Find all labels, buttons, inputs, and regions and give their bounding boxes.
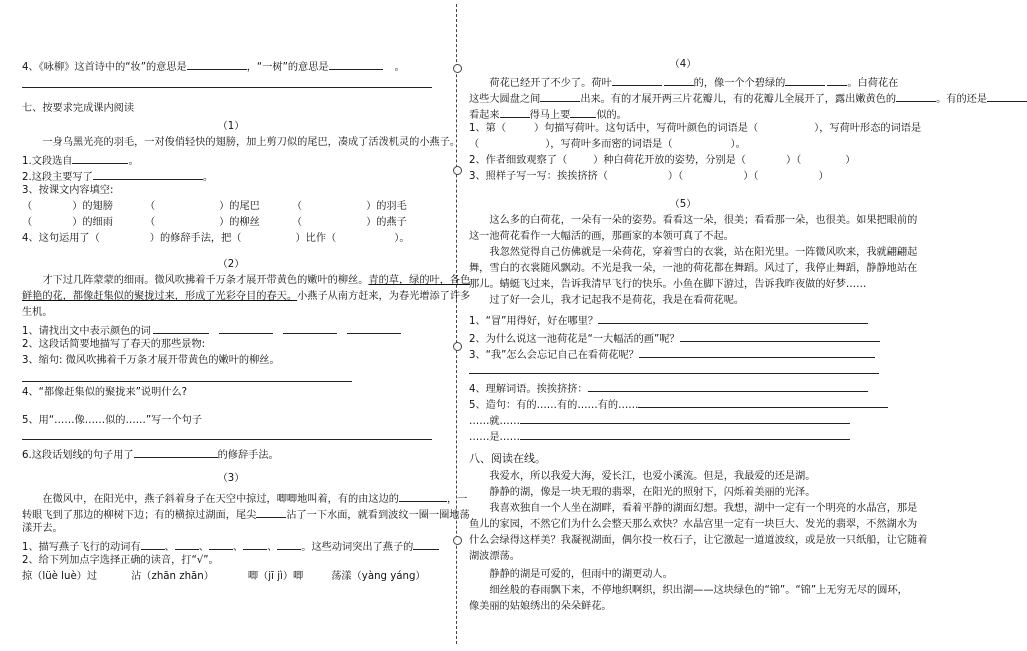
p1-fill-row-2: （ ）的细雨 （ ）的柳丝 （ ）的燕子 [22,217,407,228]
p4-question-1b: （ ），写荷叶多而密的词语是（ ）。 [469,139,746,150]
p3-question-1: 1、描写燕子飞行的动词有 、 、 、 、 。这些动词突出了燕子的 [22,538,440,555]
pinyin-option[interactable]: 沾（zhān zhān） [131,571,214,582]
pinyin-option[interactable]: 唧（jī jì）唧 [247,571,304,582]
passage-4-text: 这些大圆盘之间 出来。有的才展开两三片花瓣儿，有的花瓣儿全展开了，露出嫩黄色的 。有的还是 [469,90,897,107]
passage-5-text: 那儿。蜻蜓飞过来，告诉我清早飞行的快乐。小鱼在脚下游过，告诉我昨夜做的好梦…… [469,279,867,290]
passage-2-number: （2） [217,259,245,270]
passage-1-number: （1） [217,121,245,132]
p3-pinyin-options [22,570,440,584]
p2-question-4: 4、“都像赶集似的聚拢来”说明什么? [22,387,188,398]
p3-question-2: 2、给下列加点字选择正确的读音，打“√”。 [22,555,219,566]
passage-3-text: 在微风中，在阳光中，燕子斜着身子在天空中掠过，唧唧地叫着，有的由这边的 ，一 [22,490,440,507]
answer-blank[interactable] [72,152,128,164]
p2-question-2: 2、这段话简要地描写了春天的那些景物: [22,339,206,350]
section-8-title: 八、阅读在线。 [469,452,546,465]
p2-question-3: 3、缩句: 微风吹拂着千万条才展开带黄色的嫩叶的柳丝。 [22,355,280,366]
p1-question-2: 2.这段主要写了 。 [22,168,440,185]
passage-4-text: 荷花已经开了不少了。荷叶 的，像一个个碧绿的 。白荷花在 [469,74,897,91]
binding-hole [453,536,462,545]
passage-3-text: 转眼飞到了那边的柳树下边；有的横掠过湖面，尾尖 沾了一下水面，就看到波纹一圈一圈地荡 [22,506,440,523]
answer-line[interactable] [22,370,440,387]
binding-hole [453,342,462,351]
passage-4-number: （4） [669,59,697,70]
p2-question-1: 1、请找出文中表示颜色的词 [22,322,440,339]
passage-2-text: 鲜艳的花，都像赶集似的聚拢过来，形成了光彩夺目的春天。小燕子从南方赶来，为春光增添了许多 [22,291,471,302]
reading-text: 静静的湖，像是一块无瑕的翡翠，在阳光的照射下，闪烁着美丽的光泽。 [489,487,816,498]
passage-3-text: 漾开去。 [22,523,63,534]
p5-question-5c: ……是…… [469,428,897,445]
p5-question-2: 2、为什么说这一池荷花是“一大幅活的画”呢？ [469,330,897,347]
reading-text: 我爱水，所以我爱大海，爱长江，也爱小溪流。但是，我最爱的还是湖。 [489,471,816,482]
answer-line[interactable] [469,362,897,379]
answer-blank[interactable] [329,58,383,70]
pinyin-option[interactable]: 掠（lüè luè）过 [22,571,98,582]
p1-question-1: 1.文段选自 。 [22,152,440,169]
passage-1-text: 一身乌黑光亮的羽毛，一对俊俏轻快的翅膀，加上剪刀似的尾巴，凑成了活泼机灵的小燕子。 [42,137,461,148]
p1-question-4: 4、这句运用了（ ）的修辞手法，把（ ）比作（ ）。 [22,233,410,244]
reading-text: 细丝般的春雨飘下来，不停地织啊织，织出湖——这块绿色的“锦”。“锦”上无穷无尽的圆环， [489,585,908,596]
reading-text: 什么会绿得这样美？我凝视湖面，偶尔投一枚石子，让它激起一道道波纹，或是放一只纸船，让它随着 [469,535,928,546]
p5-question-5b: ……就…… [469,412,897,429]
reading-text: 湖波漂荡。 [469,551,520,562]
passage-2-text: 生机。 [22,307,53,318]
p2-question-5: 5、用“……像……似的……”写一个句子 [22,415,203,426]
p5-question-1: 1、“冒”用得好，好在哪里？ [469,312,897,329]
passage-5-text: 过了好一会儿，我才记起我不是荷花，我是在看荷花呢。 [489,295,745,306]
p4-question-1: 1、第（ ）句描写荷叶。这句话中，写荷叶颜色的词语是（ ），写荷叶形态的词语是 [469,123,922,134]
p2-question-6: 6.这段话划线的句子用了 的修辞手法。 [22,446,440,463]
p4-question-3: 3、照样子写一写：挨挨挤挤（ ）（ ）（ ） [469,171,829,182]
left-column [22,0,471,651]
p1-question-3: 3、按课文内容填空: [22,185,114,196]
passage-5-number: （5） [669,199,697,210]
answer-line[interactable] [22,76,440,93]
question-4: 4、《咏柳》这首诗中的“妆”的意思是 ，“一树”的意思是 。 [22,58,440,75]
p1-fill-row-1: （ ）的翅膀 （ ）的尾巴 （ ）的羽毛 [22,201,407,212]
passage-5-text: 舞，雪白的衣裳随风飘动。不光是我一朵，一池的荷花都在舞蹈。风过了，我停止舞蹈，静静地站在 [469,263,918,274]
passage-5-text: 我忽然觉得自己仿佛就是一朵荷花，穿着雪白的衣裳，站在阳光里。一阵微风吹来，我就翩翩起 [489,247,918,258]
passage-5-text: 这么多的白荷花，一朵有一朵的姿势。看看这一朵，很美；看看那一朵，也很美。如果把眼前的 [489,215,918,226]
p4-question-2: 2、作者细致观察了（ ）种白荷花开放的姿势，分别是（ ）（ ） [469,155,856,166]
passage-3-number: （3） [217,473,245,484]
answer-line[interactable] [22,428,440,445]
passage-4-text: 看起来 得马上要 似的。 [469,106,897,123]
right-column [469,0,988,651]
reading-text: 静静的湖是可爱的，但雨中的湖更动人。 [489,569,673,580]
column-divider [456,4,457,644]
reading-text: 鱼儿的家园，不然它们为什么会整天那么欢快？水晶宫里一定有一块巨大、发光的翡翠，不然湖水为 [469,519,918,530]
binding-hole [453,64,462,73]
answer-blank[interactable] [93,168,203,180]
section-7-title: 七、按要求完成课内阅读 [22,103,135,114]
passage-5-text: 这一池荷花看作一大幅活的画，那画家的本领可真了不起。 [469,231,734,242]
p5-question-5: 5、造句：有的……有的……有的…… [469,396,897,413]
answer-blank[interactable] [187,58,247,70]
p5-question-3: 3、“我”怎么会忘记自己在看荷花呢？ [469,346,897,363]
passage-2-text: 才下过几阵蒙蒙的细雨。微风吹拂着千万条才展开带黄色的嫩叶的柳丝。青的草，绿的叶，各色 [42,275,471,286]
reading-text: 我喜欢独自一个人坐在湖畔，看着平静的湖面幻想。我想，湖中一定有一个明亮的水晶宫，那是 [489,503,918,514]
pinyin-option[interactable]: 荡漾（yàng yáng） [331,571,426,582]
reading-text: 像美丽的姑娘绣出的朵朵鲜花。 [469,601,612,612]
p5-question-4: 4、理解词语。挨挨挤挤： [469,380,897,397]
binding-hole [453,166,462,175]
